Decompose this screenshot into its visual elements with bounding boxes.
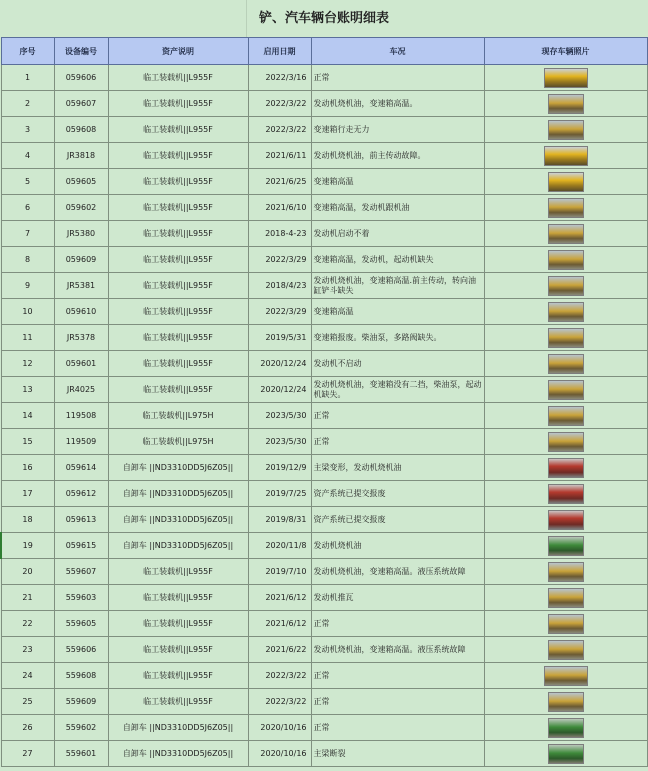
cell-start-date[interactable]: 2020/12/24 <box>248 377 311 403</box>
cell-device-id[interactable]: 059615 <box>54 533 108 559</box>
table-row <box>1 91 647 117</box>
cell-serial[interactable]: 21 <box>1 585 54 611</box>
loader-photo[interactable] <box>548 432 584 452</box>
cell-serial[interactable]: 8 <box>1 247 54 273</box>
cell-asset-desc[interactable]: 临工装载机||L955F <box>108 377 248 403</box>
loader-photo[interactable] <box>548 302 584 322</box>
cell-asset-desc[interactable]: 自卸车 ||ND3310DD5J6Z05|| <box>108 481 248 507</box>
cell-device-id[interactable]: 059608 <box>54 117 108 143</box>
loader-photo[interactable] <box>548 640 584 660</box>
cell-condition[interactable]: 发动机烧机油，变速箱高温。液压系统故障 <box>311 637 484 663</box>
table-row <box>1 429 647 455</box>
title-blank-cell[interactable] <box>0 0 247 37</box>
header-asset-desc[interactable]: 资产说明 <box>108 38 248 65</box>
loader-photo[interactable] <box>548 692 584 712</box>
cell-condition[interactable]: 发动机不启动 <box>311 351 484 377</box>
cell-condition[interactable]: 变速箱高温，发动机，起动机缺失 <box>311 247 484 273</box>
cell-asset-desc[interactable]: 临工装载机||L955F <box>108 221 248 247</box>
cell-condition[interactable]: 变速箱高温 <box>311 169 484 195</box>
table-row <box>1 117 647 143</box>
cell-photo[interactable] <box>484 221 647 247</box>
cell-serial[interactable]: 13 <box>1 377 54 403</box>
cell-photo[interactable] <box>484 195 647 221</box>
cell-start-date[interactable]: 2022/3/22 <box>248 117 311 143</box>
loader-photo[interactable] <box>548 250 584 270</box>
cell-condition[interactable]: 主梁断裂 <box>311 741 484 767</box>
cell-photo[interactable] <box>484 533 647 559</box>
cell-serial[interactable]: 7 <box>1 221 54 247</box>
cell-device-id[interactable]: 559602 <box>54 715 108 741</box>
table-row <box>1 559 647 585</box>
loader-photo[interactable] <box>548 588 584 608</box>
cell-asset-desc[interactable]: 临工装载机||L955F <box>108 273 248 299</box>
truck-photo[interactable] <box>548 718 584 738</box>
loader-photo[interactable] <box>548 198 584 218</box>
cell-start-date[interactable]: 2021/6/11 <box>248 143 311 169</box>
cell-asset-desc[interactable]: 自卸车 ||ND3310DD5J6Z05|| <box>108 533 248 559</box>
cell-photo[interactable] <box>484 455 647 481</box>
loader-photo[interactable] <box>544 68 588 88</box>
cell-asset-desc[interactable]: 临工装载机||L955F <box>108 117 248 143</box>
cell-serial[interactable]: 9 <box>1 273 54 299</box>
cell-photo[interactable] <box>484 143 647 169</box>
cell-serial[interactable]: 3 <box>1 117 54 143</box>
cell-start-date[interactable]: 2021/6/10 <box>248 195 311 221</box>
cell-start-date[interactable]: 2023/5/30 <box>248 403 311 429</box>
cell-start-date[interactable]: 2019/8/31 <box>248 507 311 533</box>
loader-photo[interactable] <box>548 94 584 114</box>
truck-photo[interactable] <box>548 484 584 504</box>
loader-photo[interactable] <box>548 224 584 244</box>
cell-condition[interactable]: 变速箱高温，发动机跟机油 <box>311 195 484 221</box>
cell-device-id[interactable]: JR3818 <box>54 143 108 169</box>
cell-serial[interactable]: 19 <box>1 533 54 559</box>
cell-serial[interactable]: 11 <box>1 325 54 351</box>
cell-asset-desc[interactable]: 临工装载机||L955F <box>108 299 248 325</box>
cell-asset-desc[interactable]: 临工装载机||L955F <box>108 351 248 377</box>
cell-device-id[interactable]: JR5381 <box>54 273 108 299</box>
cell-condition[interactable]: 主梁变形，发动机烧机油 <box>311 455 484 481</box>
cell-serial[interactable]: 4 <box>1 143 54 169</box>
cell-photo[interactable] <box>484 299 647 325</box>
table-row <box>1 169 647 195</box>
table-row <box>1 455 647 481</box>
truck-photo[interactable] <box>548 510 584 530</box>
cell-condition[interactable]: 发动机烧机油 <box>311 533 484 559</box>
cell-device-id[interactable]: 059601 <box>54 351 108 377</box>
header-condition[interactable]: 车况 <box>311 38 484 65</box>
cell-condition[interactable]: 正常 <box>311 611 484 637</box>
loader-photo[interactable] <box>548 120 584 140</box>
cell-device-id[interactable]: 059602 <box>54 195 108 221</box>
table-row <box>1 663 647 689</box>
cell-asset-desc[interactable]: 自卸车 ||ND3310DD5J6Z05|| <box>108 455 248 481</box>
table-row <box>1 741 647 767</box>
cell-device-id[interactable]: 559609 <box>54 689 108 715</box>
cell-photo[interactable] <box>484 481 647 507</box>
cell-device-id[interactable]: JR5378 <box>54 325 108 351</box>
cell-start-date[interactable]: 2021/6/22 <box>248 637 311 663</box>
cell-serial[interactable]: 25 <box>1 689 54 715</box>
cell-device-id[interactable]: 119508 <box>54 403 108 429</box>
header-device-id[interactable]: 设备编号 <box>54 38 108 65</box>
loader-photo[interactable] <box>548 354 584 374</box>
cell-asset-desc[interactable]: 临工装载机||L955F <box>108 325 248 351</box>
header-photo[interactable]: 现存车辆照片 <box>484 38 647 65</box>
cell-device-id[interactable]: 059613 <box>54 507 108 533</box>
table-row <box>1 325 647 351</box>
truck-photo[interactable] <box>548 458 584 478</box>
cell-serial[interactable]: 24 <box>1 663 54 689</box>
loader-photo[interactable] <box>548 562 584 582</box>
cell-device-id[interactable]: 059612 <box>54 481 108 507</box>
sheet-title[interactable]: 铲、汽车辆台账明细表 <box>259 11 390 26</box>
cell-asset-desc[interactable]: 临工装载机||L955F <box>108 143 248 169</box>
cell-photo[interactable] <box>484 273 647 299</box>
cell-start-date[interactable]: 2022/3/29 <box>248 247 311 273</box>
cell-asset-desc[interactable]: 临工装载机||L955F <box>108 585 248 611</box>
cell-device-id[interactable]: 059610 <box>54 299 108 325</box>
cell-condition[interactable]: 发动机烧机油，变速箱没有二挡，柴油泵，起动机缺失。 <box>311 377 484 403</box>
cell-asset-desc[interactable]: 临工装载机||L955F <box>108 611 248 637</box>
cell-serial[interactable]: 23 <box>1 637 54 663</box>
loader-photo[interactable] <box>548 614 584 634</box>
cell-serial[interactable]: 27 <box>1 741 54 767</box>
cell-photo[interactable] <box>484 91 647 117</box>
cell-asset-desc[interactable]: 临工装载机||L955F <box>108 247 248 273</box>
cell-condition[interactable]: 正常 <box>311 715 484 741</box>
cell-condition[interactable]: 变速箱报废。柴油泵，多路阀缺失。 <box>311 325 484 351</box>
loader-photo[interactable] <box>548 328 584 348</box>
cell-serial[interactable]: 18 <box>1 507 54 533</box>
title-row <box>0 0 648 37</box>
table-row <box>1 143 647 169</box>
cell-start-date[interactable]: 2021/6/12 <box>248 611 311 637</box>
cell-asset-desc[interactable]: 自卸车 ||ND3310DD5J6Z05|| <box>108 715 248 741</box>
cell-condition[interactable]: 发动机烧机油，变速箱高温。 <box>311 91 484 117</box>
cell-serial[interactable]: 5 <box>1 169 54 195</box>
cell-photo[interactable] <box>484 715 647 741</box>
cell-photo[interactable] <box>484 247 647 273</box>
cell-device-id[interactable]: JR5380 <box>54 221 108 247</box>
table-body <box>1 65 647 767</box>
cell-device-id[interactable]: 559601 <box>54 741 108 767</box>
loader-photo[interactable] <box>544 666 588 686</box>
cell-start-date[interactable]: 2019/5/31 <box>248 325 311 351</box>
cell-start-date[interactable]: 2019/12/9 <box>248 455 311 481</box>
cell-serial[interactable]: 10 <box>1 299 54 325</box>
cell-asset-desc[interactable]: 临工装载机||L955F <box>108 91 248 117</box>
cell-asset-desc[interactable]: 临工装载机||L955F <box>108 195 248 221</box>
truck-photo[interactable] <box>548 744 584 764</box>
cell-asset-desc[interactable]: 临工装载机||L955F <box>108 559 248 585</box>
cell-photo[interactable] <box>484 377 647 403</box>
cell-start-date[interactable]: 2020/12/24 <box>248 351 311 377</box>
cell-serial[interactable]: 1 <box>1 65 54 91</box>
cell-device-id[interactable]: 119509 <box>54 429 108 455</box>
cell-asset-desc[interactable]: 临工装载机||L955F <box>108 663 248 689</box>
cell-serial[interactable]: 17 <box>1 481 54 507</box>
table-row <box>1 273 647 299</box>
cell-photo[interactable] <box>484 117 647 143</box>
cell-condition[interactable]: 发动机烧机油，变速箱高温.前主传动，转向油缸铲斗缺失 <box>311 273 484 299</box>
truck-photo[interactable] <box>548 536 584 556</box>
cell-device-id[interactable]: 059606 <box>54 65 108 91</box>
cell-condition[interactable]: 发动机启动不着 <box>311 221 484 247</box>
cell-photo[interactable] <box>484 65 647 91</box>
loader-photo[interactable] <box>548 172 584 192</box>
cell-photo[interactable] <box>484 689 647 715</box>
cell-device-id[interactable]: 059614 <box>54 455 108 481</box>
cell-photo[interactable] <box>484 325 647 351</box>
cell-serial[interactable]: 16 <box>1 455 54 481</box>
cell-serial[interactable]: 2 <box>1 91 54 117</box>
table-row <box>1 65 647 91</box>
cell-condition[interactable]: 正常 <box>311 689 484 715</box>
vehicle-ledger-table <box>0 37 648 767</box>
cell-device-id[interactable]: 559605 <box>54 611 108 637</box>
cell-device-id[interactable]: 059607 <box>54 91 108 117</box>
cell-photo[interactable] <box>484 663 647 689</box>
cell-photo[interactable] <box>484 637 647 663</box>
cell-start-date[interactable]: 2020/10/16 <box>248 715 311 741</box>
cell-start-date[interactable]: 2022/3/22 <box>248 91 311 117</box>
cell-asset-desc[interactable]: 临工装载机||L955F <box>108 689 248 715</box>
cell-serial[interactable]: 22 <box>1 611 54 637</box>
cell-start-date[interactable]: 2022/3/29 <box>248 299 311 325</box>
cell-condition[interactable]: 发动机推瓦 <box>311 585 484 611</box>
cell-asset-desc[interactable]: 自卸车 ||ND3310DD5J6Z05|| <box>108 507 248 533</box>
cell-asset-desc[interactable]: 临工装载机||L975H <box>108 403 248 429</box>
loader-photo[interactable] <box>548 406 584 426</box>
cell-condition[interactable]: 变速箱高温 <box>311 299 484 325</box>
table-row <box>1 585 647 611</box>
table-row <box>1 299 647 325</box>
table-row <box>1 247 647 273</box>
cell-device-id[interactable]: 559608 <box>54 663 108 689</box>
cell-device-id[interactable]: 059605 <box>54 169 108 195</box>
loader-photo[interactable] <box>548 276 584 296</box>
cell-photo[interactable] <box>484 351 647 377</box>
cell-photo[interactable] <box>484 611 647 637</box>
cell-start-date[interactable]: 2022/3/16 <box>248 65 311 91</box>
cell-start-date[interactable]: 2021/6/12 <box>248 585 311 611</box>
cell-condition[interactable]: 正常 <box>311 429 484 455</box>
cell-condition[interactable]: 变速箱行走无力 <box>311 117 484 143</box>
cell-device-id[interactable]: 059609 <box>54 247 108 273</box>
cell-serial[interactable]: 26 <box>1 715 54 741</box>
cell-condition[interactable]: 正常 <box>311 65 484 91</box>
cell-condition[interactable]: 资产系统已提交报废 <box>311 481 484 507</box>
cell-serial[interactable]: 12 <box>1 351 54 377</box>
table-row <box>1 715 647 741</box>
cell-serial[interactable]: 6 <box>1 195 54 221</box>
cell-condition[interactable]: 发动机烧机油，变速箱高温。液压系统故障 <box>311 559 484 585</box>
cell-start-date[interactable]: 2023/5/30 <box>248 429 311 455</box>
cell-serial[interactable]: 15 <box>1 429 54 455</box>
table-row <box>1 689 647 715</box>
table-row <box>1 637 647 663</box>
header-serial[interactable]: 序号 <box>1 38 54 65</box>
cell-start-date[interactable]: 2020/10/16 <box>248 741 311 767</box>
cell-photo[interactable] <box>484 585 647 611</box>
cell-photo[interactable] <box>484 507 647 533</box>
cell-asset-desc[interactable]: 临工装载机||L975H <box>108 429 248 455</box>
table-row <box>1 481 647 507</box>
cell-condition[interactable]: 发动机烧机油，前主传动故障。 <box>311 143 484 169</box>
table-row <box>1 533 647 559</box>
cell-photo[interactable] <box>484 169 647 195</box>
cell-asset-desc[interactable]: 临工装载机||L955F <box>108 169 248 195</box>
table-row <box>1 507 647 533</box>
cell-start-date[interactable]: 2019/7/25 <box>248 481 311 507</box>
loader-photo[interactable] <box>548 380 584 400</box>
table-row <box>1 221 647 247</box>
cell-asset-desc[interactable]: 临工装载机||L955F <box>108 65 248 91</box>
cell-device-id[interactable]: 559603 <box>54 585 108 611</box>
cell-photo[interactable] <box>484 403 647 429</box>
cell-asset-desc[interactable]: 临工装载机||L955F <box>108 637 248 663</box>
table-row <box>1 611 647 637</box>
cell-start-date[interactable]: 2020/11/8 <box>248 533 311 559</box>
table-row <box>1 377 647 403</box>
loader-photo[interactable] <box>544 146 588 166</box>
cell-condition[interactable]: 资产系统已提交报废 <box>311 507 484 533</box>
cell-start-date[interactable]: 2021/6/25 <box>248 169 311 195</box>
cell-serial[interactable]: 20 <box>1 559 54 585</box>
cell-start-date[interactable]: 2018-4-23 <box>248 221 311 247</box>
cell-condition[interactable]: 正常 <box>311 663 484 689</box>
header-start-date[interactable]: 启用日期 <box>248 38 311 65</box>
cell-device-id[interactable]: 559607 <box>54 559 108 585</box>
cell-start-date[interactable]: 2018/4/23 <box>248 273 311 299</box>
header-row <box>1 38 647 65</box>
cell-photo[interactable] <box>484 429 647 455</box>
cell-device-id[interactable]: JR4025 <box>54 377 108 403</box>
cell-serial[interactable]: 14 <box>1 403 54 429</box>
cell-condition[interactable]: 正常 <box>311 403 484 429</box>
cell-start-date[interactable]: 2022/3/22 <box>248 663 311 689</box>
cell-start-date[interactable]: 2019/7/10 <box>248 559 311 585</box>
cell-photo[interactable] <box>484 559 647 585</box>
cell-asset-desc[interactable]: 自卸车 ||ND3310DD5J6Z05|| <box>108 741 248 767</box>
table-row <box>1 351 647 377</box>
cell-photo[interactable] <box>484 741 647 767</box>
table-row <box>1 195 647 221</box>
table-row <box>1 403 647 429</box>
cell-device-id[interactable]: 559606 <box>54 637 108 663</box>
cell-start-date[interactable]: 2022/3/22 <box>248 689 311 715</box>
